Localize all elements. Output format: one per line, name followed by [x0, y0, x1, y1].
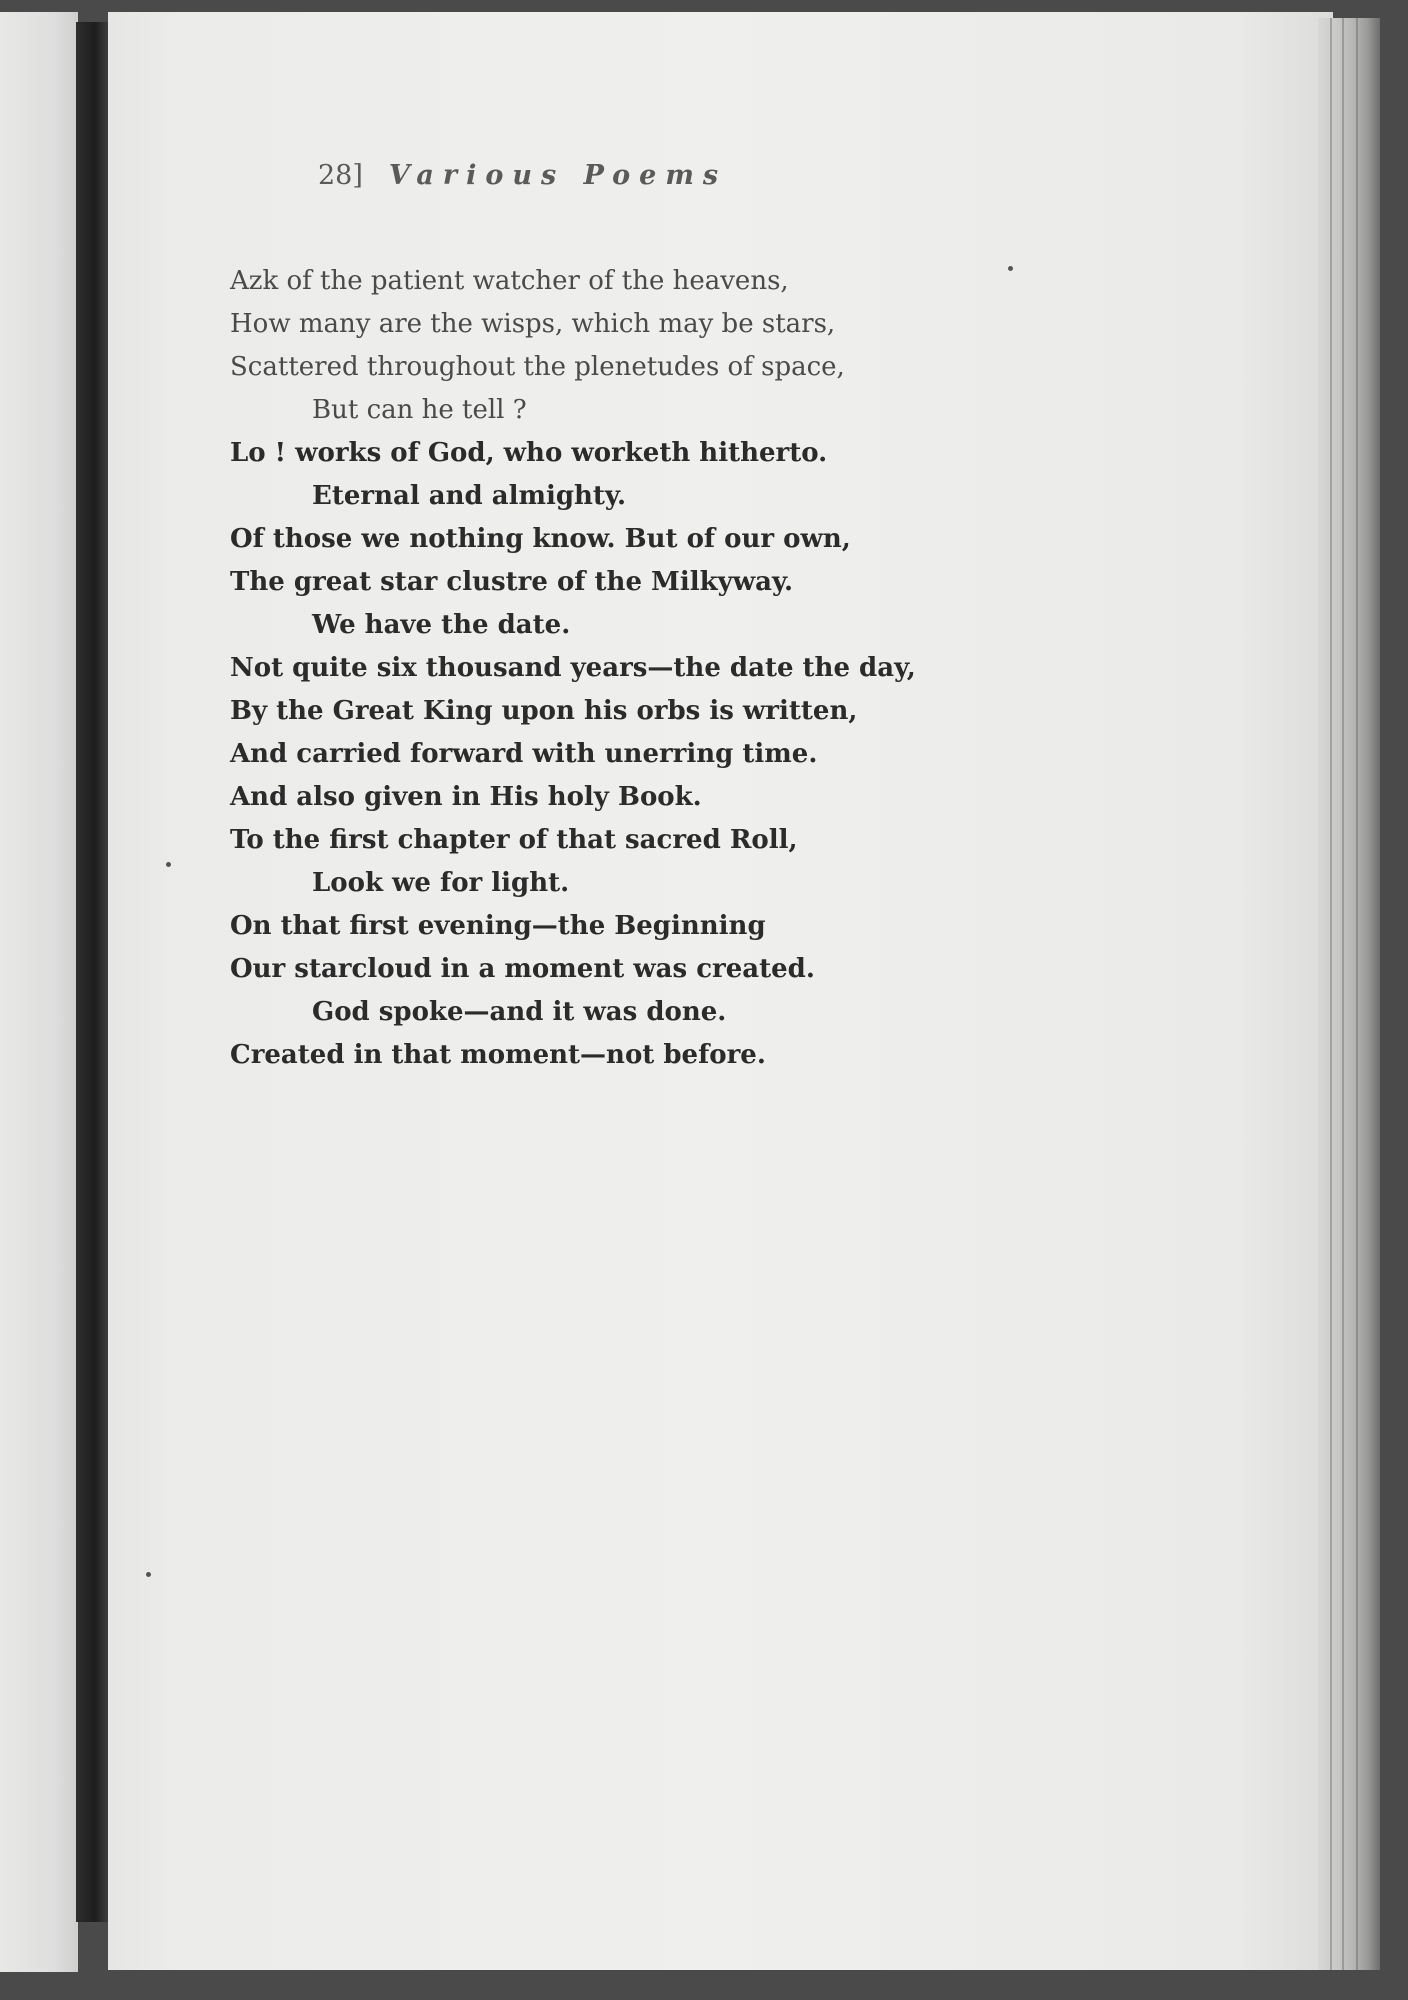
poem-line: Azk of the patient watcher of the heavens,: [230, 266, 789, 296]
poem-line: Scattered throughout the plenetudes of space,: [230, 352, 845, 382]
ink-speck: [1008, 266, 1013, 271]
ink-speck: [146, 1572, 151, 1577]
book-gutter: [76, 22, 108, 1922]
ink-speck: [166, 862, 171, 867]
poem-line: To the first chapter of that sacred Roll,: [230, 825, 798, 855]
poem-line: How many are the wisps, which may be stars,: [230, 309, 836, 339]
poem-line: We have the date.: [312, 610, 571, 640]
poem-body: [230, 260, 1230, 1077]
running-head: [318, 160, 918, 200]
poem-line: Eternal and almighty.: [312, 481, 627, 511]
poem-line: God spoke—and it was done.: [312, 997, 727, 1027]
poem-line: Look we for light.: [312, 868, 570, 898]
poem-line: Lo ! works of God, who worketh hitherto.: [230, 438, 828, 468]
poem-line: By the Great King upon his orbs is written,: [230, 696, 858, 726]
poem-line: On that first evening—the Beginning: [230, 911, 766, 941]
running-title: Various Poems: [388, 160, 728, 191]
page-number: 28]: [318, 160, 363, 191]
facing-page-edge: [0, 12, 78, 1972]
poem-line: Not quite six thousand years—the date the day,: [230, 653, 916, 683]
poem-line: But can he tell ?: [312, 395, 527, 425]
poem-line: Our starcloud in a moment was created.: [230, 954, 815, 984]
poem-line: The great star clustre of the Milkyway.: [230, 567, 794, 597]
page-stack-edge: [1318, 18, 1380, 1970]
poem-line: Of those we nothing know. But of our own,: [230, 524, 851, 554]
poem-line: And also given in His holy Book.: [230, 782, 702, 812]
poem-line: Created in that moment—not before.: [230, 1040, 766, 1070]
poem-line: And carried forward with unerring time.: [230, 739, 818, 769]
